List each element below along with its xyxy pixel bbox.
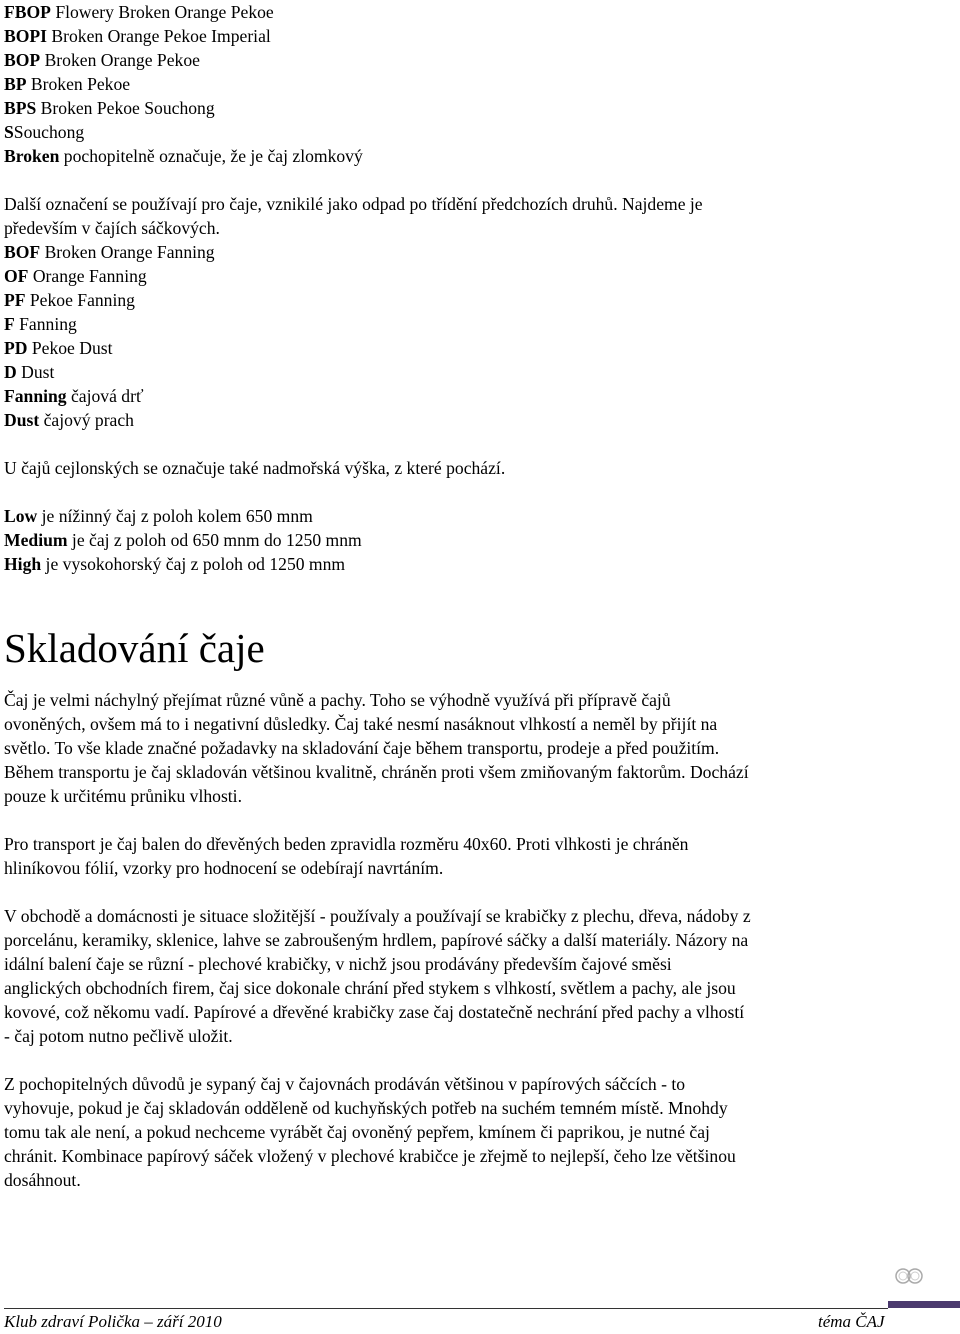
- grade-item: [4, 144, 956, 168]
- grade-item: [4, 240, 956, 264]
- grade-desc: Orange Fanning: [28, 266, 147, 286]
- grade-item: [4, 96, 956, 120]
- footer-divider: [4, 1308, 888, 1309]
- spacer: [4, 576, 956, 624]
- paragraph-transport: [4, 832, 956, 880]
- grade-item: [4, 336, 956, 360]
- paragraph-line: porcelánu, keramiky, sklenice, lahve se zabroušeným hrdlem, papírové sáčky a další materiály. Názory na: [4, 930, 749, 950]
- paragraph-line: anglických obchodních firem, čaj sice dokonale chrání před stykem s vlhkostí, světlem a pachy, ale jsou: [4, 978, 736, 998]
- grade-code: F: [4, 314, 15, 334]
- grade-desc: Flowery Broken Orange Pekoe: [50, 2, 274, 22]
- grade-item: [4, 72, 956, 96]
- grade-code: Broken: [4, 146, 60, 166]
- altitude-desc: je vysokohorský čaj z poloh od 1250 mnm: [41, 554, 346, 574]
- altitude-code: Low: [4, 506, 38, 526]
- paragraph-line: - čaj potom nutno pečlivě uložit.: [4, 1026, 233, 1046]
- altitude-code: Medium: [4, 530, 68, 550]
- paragraph-waste-grades: [4, 192, 956, 240]
- paragraph-line: ovoněných, ovšem má to i negativní důsledky. Čaj také nesmí nasáknout vlhkostí a neměl by přijít na: [4, 714, 718, 734]
- paragraph-line: Z pochopitelných důvodů je sypaný čaj v čajovnách prodáván většinou v papírových sáčcích - to: [4, 1074, 686, 1094]
- grade-item: [4, 384, 956, 408]
- paragraph-teahouse: [4, 1072, 956, 1192]
- paragraph-storage: [4, 688, 956, 808]
- paragraph-altitude-intro: U čajů cejlonských se označuje také nadmořská výška, z které pochází.: [4, 458, 506, 478]
- altitude-item: [4, 504, 956, 528]
- paragraph-line: světlo. To vše klade značné požadavky na skladování čaje během transportu, prodeje a před použitím.: [4, 738, 720, 758]
- grade-desc: čajová drť: [66, 386, 144, 406]
- grade-code: BPS: [4, 98, 37, 118]
- altitude-code: High: [4, 554, 42, 574]
- grade-desc: Pekoe Dust: [27, 338, 113, 358]
- grade-desc: Souchong: [13, 122, 85, 142]
- grade-desc: Broken Orange Pekoe Imperial: [47, 26, 271, 46]
- grade-code: Fanning: [4, 386, 67, 406]
- grade-list-broken: [4, 240, 956, 432]
- grade-code: BOPI: [4, 26, 48, 46]
- grade-desc: Broken Pekoe: [26, 74, 131, 94]
- paragraph-line: Čaj je velmi náchylný přejímat různé vůně a pachy. Toho se výhodně využívá při přípravě čajů: [4, 690, 671, 710]
- paragraph-line: Pro transport je čaj balen do dřevěných beden zpravidla rozměru 40x60. Proti vlhkosti je chráněn: [4, 834, 689, 854]
- spacer: [4, 880, 956, 904]
- paragraph-line: tomu tak ale není, a pokud nechceme vyrábět čaj ovoněný pepřem, kmínem či paprikou, je nutné čaj: [4, 1122, 710, 1142]
- spacer: [4, 1048, 956, 1072]
- altitude-desc: je nížinný čaj z poloh kolem 650 mnm: [37, 506, 313, 526]
- grade-desc: Fanning: [14, 314, 77, 334]
- spacer: [4, 168, 956, 192]
- grade-code: Dust: [4, 410, 40, 430]
- grade-list-leaf: [4, 0, 956, 168]
- grade-code: S: [4, 122, 14, 142]
- grade-item: [4, 24, 956, 48]
- paragraph-line: idální balení čaje se různí - plechové krabičky, v nichž jsou prodávány především čajové směsi: [4, 954, 672, 974]
- section-heading: Skladování čaje: [4, 625, 265, 671]
- spacer: [4, 808, 956, 832]
- grade-code: OF: [4, 266, 29, 286]
- paragraph-shop-home: [4, 904, 956, 1048]
- altitude-desc: je čaj z poloh od 650 mnm do 1250 mnm: [67, 530, 362, 550]
- paragraph-line: chránit. Kombinace papírový sáček vložený v plechové krabičce je zřejmě to nejlepší, čeho lze většinou: [4, 1146, 736, 1166]
- paragraph-line: vyhovuje, pokud je čaj skladován odděleně od kuchyňských potřeb na suchém temném místě. Mnohdy: [4, 1098, 728, 1118]
- paragraph-line: kovové, což někomu vadí. Papírové a dřevěné krabičky zase čaj dostatečně nechrání před pachy a vlhostí: [4, 1002, 745, 1022]
- footer-topic-label: téma ČAJ: [818, 1312, 885, 1331]
- footer-club-label: Klub zdraví Polička – září 2010: [4, 1312, 222, 1331]
- infinity-logo-icon: [892, 1262, 926, 1290]
- grade-item: [4, 312, 956, 336]
- spacer: [4, 480, 956, 504]
- grade-item: [4, 120, 956, 144]
- grade-code: PD: [4, 338, 28, 358]
- grade-desc: Broken Orange Fanning: [40, 242, 215, 262]
- grade-item: [4, 360, 956, 384]
- grade-desc: čajový prach: [39, 410, 134, 430]
- altitude-item: [4, 528, 956, 552]
- spacer: [4, 432, 956, 456]
- document-page: [4, 0, 956, 1192]
- grade-desc: Broken Orange Pekoe: [40, 50, 200, 70]
- grade-code: FBOP: [4, 2, 51, 22]
- paragraph-line: V obchodě a domácnosti je situace složitější - používaly a používají se krabičky z plechu, dřeva, nádoby z: [4, 906, 751, 926]
- altitude-item: [4, 552, 956, 576]
- grade-item: [4, 408, 956, 432]
- grade-code: BOP: [4, 50, 41, 70]
- paragraph-line: především v čajích sáčkových.: [4, 218, 220, 238]
- grade-code: D: [4, 362, 17, 382]
- paragraph-line: Další označení se používají pro čaje, vznikilé jako odpad po třídění předchozích druhů. Najdeme je: [4, 194, 703, 214]
- grade-code: BOF: [4, 242, 41, 262]
- page-footer: [0, 1308, 960, 1329]
- paragraph-line: hliníkovou fólií, vzorky pro hodnocení se odebírají navrtáním.: [4, 858, 444, 878]
- grade-item: [4, 264, 956, 288]
- paragraph-line: Během transportu je čaj skladován většinou kvalitně, chráněn proti všem zmiňovaným faktorům. Dochází: [4, 762, 749, 782]
- grade-code: PF: [4, 290, 26, 310]
- grade-item: [4, 288, 956, 312]
- grade-item: [4, 0, 956, 24]
- grade-desc: pochopitelně označuje, že je čaj zlomkový: [59, 146, 363, 166]
- grade-desc: Broken Pekoe Souchong: [36, 98, 215, 118]
- grade-item: [4, 48, 956, 72]
- grade-desc: Pekoe Fanning: [25, 290, 135, 310]
- grade-desc: Dust: [16, 362, 55, 382]
- spacer: [4, 680, 956, 688]
- altitude-list: [4, 504, 956, 576]
- footer-accent-bar: [888, 1301, 960, 1308]
- grade-code: BP: [4, 74, 27, 94]
- paragraph-line: pouze k určitému průniku vlhosti.: [4, 786, 242, 806]
- paragraph-line: dosáhnout.: [4, 1170, 81, 1190]
